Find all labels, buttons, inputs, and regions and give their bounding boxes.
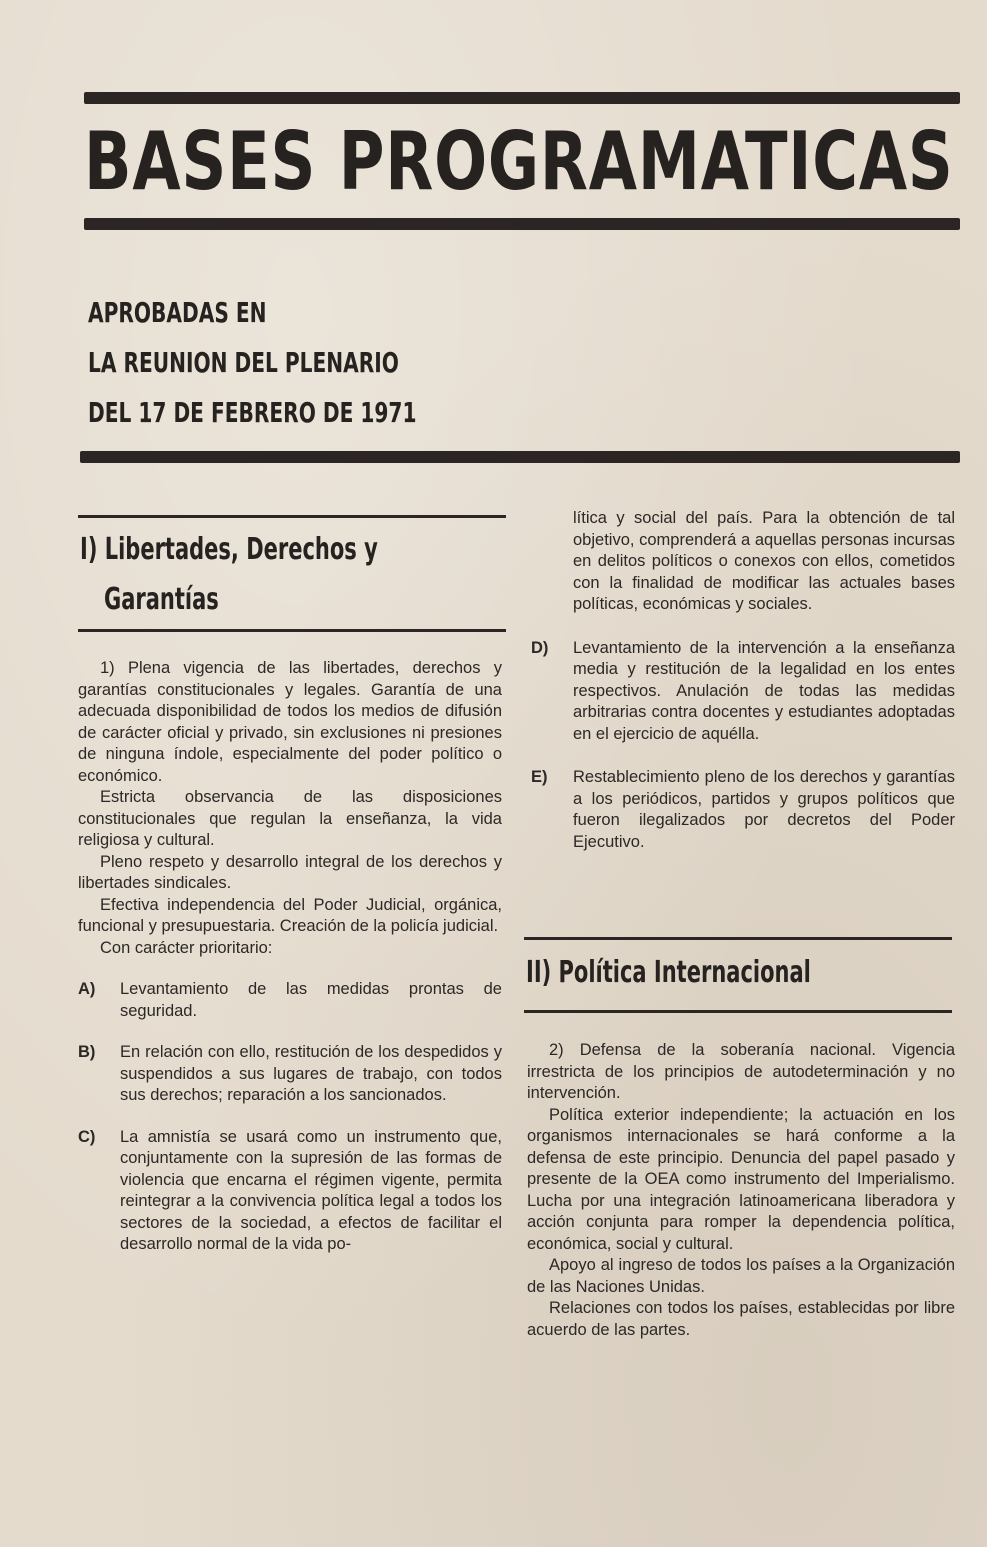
list-item-d — [531, 638, 955, 746]
section1-heading-line2: Garantías — [104, 582, 219, 617]
subtitle-line-3: DEL 17 DE FEBRERO DE 1971 — [88, 396, 417, 429]
list-item-a — [78, 979, 502, 1022]
section2-paragraph-1: 2) Defensa de la soberanía nacional. Vigencia irrestricta de los principios de autodeterminación y no intervención. — [527, 1041, 955, 1102]
section2-bottom-rule — [524, 1010, 952, 1013]
list-marker: B) — [78, 1043, 96, 1061]
section1-paragraph-5: Con carácter prioritario: — [100, 938, 273, 957]
subtitle-line-1: APROBADAS EN — [88, 296, 267, 329]
subtitle-line-2: LA REUNION DEL PLENARIO — [88, 346, 399, 379]
list-item-c — [78, 1127, 502, 1256]
list-item-text: En relación con ello, restitución de los despedidos y suspendidos a sus lugares de trabajo, con todos sus derechos; reparación a los sancionados. — [120, 1043, 502, 1104]
section1-paragraph-1: 1) Plena vigencia de las libertades, derechos y garantías constitucionales y legales. Garantía de una adecuada disponibilidad de todos los medios de difusión de carácter oficial y privado, sin exclusiones ni presiones de ninguna índole, especialmente del poder político o económico. — [78, 659, 502, 785]
subtitle-bottom-rule — [80, 451, 960, 463]
right-column — [531, 508, 955, 853]
title-bottom-rule — [84, 218, 960, 230]
list-marker: A) — [78, 980, 96, 998]
section1-paragraph-3: Pleno respeto y desarrollo integral de los derechos y libertades sindicales. — [78, 852, 502, 892]
section2-paragraph-4: Relaciones con todos los países, establecidas por libre acuerdo de las partes. — [527, 1299, 955, 1339]
left-column — [78, 658, 502, 1256]
page-title: BASES PROGRAMATICAS — [84, 115, 954, 208]
section2-body — [527, 1040, 955, 1341]
list-item-text: Levantamiento de las medidas prontas de seguridad. — [120, 980, 502, 1020]
section1-heading-line1: I) Libertades, Derechos y — [80, 532, 378, 567]
title-top-rule — [84, 92, 960, 104]
item-c-continuation: lítica y social del país. Para la obtención de tal objetivo, comprenderá a aquellas personas incursas en delitos políticos o conexos con ellos, cometidos con la finalidad de modificar las actuales bases políticas, económicas y sociales. — [573, 509, 955, 613]
section2-paragraph-2: Política exterior independiente; la actuación en los organismos internacionales se hará conforme a la defensa de este principio. Denuncia del papel pasado y presente de la OEA como instrumento del Imperialismo. Lucha por una integración latinoamericana liberadora y acción conjunta para romper la dependencia política, económica, social y cultural. — [527, 1105, 955, 1253]
list-marker: D) — [531, 638, 549, 657]
list-item-e — [531, 767, 955, 853]
section2-heading: II) Política Internacional — [526, 955, 811, 990]
list-item-b — [78, 1042, 502, 1107]
list-marker: E) — [531, 768, 548, 786]
section1-paragraph-2: Estricta observancia de las disposiciones constitucionales que regulan la enseñanza, la vida religiosa y cultural. — [78, 788, 502, 849]
section2-paragraph-3: Apoyo al ingreso de todos los países a la Organización de las Naciones Unidas. — [527, 1256, 955, 1296]
list-item-text: Restablecimiento pleno de los derechos y garantías a los periódicos, partidos y grupos políticos que fueron ilegalizados por decretos del Poder Ejecutivo. — [573, 768, 955, 851]
section1-top-rule — [78, 515, 506, 518]
list-item-text: Levantamiento de la intervención a la enseñanza media y restitución de la legalidad en los entes respectivos. Anulación de todas las medidas arbitrarias contra docentes y estudiantes adoptadas en el ejercicio de aquélla. — [573, 638, 955, 743]
section1-paragraph-4: Efectiva independencia del Poder Judicial, orgánica, funcional y presupuestaria. Creación de la policía judicial. — [78, 895, 502, 935]
list-marker: C) — [78, 1127, 96, 1146]
section1-bottom-rule — [78, 629, 506, 632]
list-item-text: La amnistía se usará como un instrumento que, conjuntamente con la supresión de las formas de violencia que encarna el régimen vigente, permita reintegrar a la convivencia política legal a todos los sectores de la sociedad, a efectos de facilitar el desarrollo normal de la vida po- — [120, 1127, 502, 1253]
section2-top-rule — [524, 937, 952, 940]
